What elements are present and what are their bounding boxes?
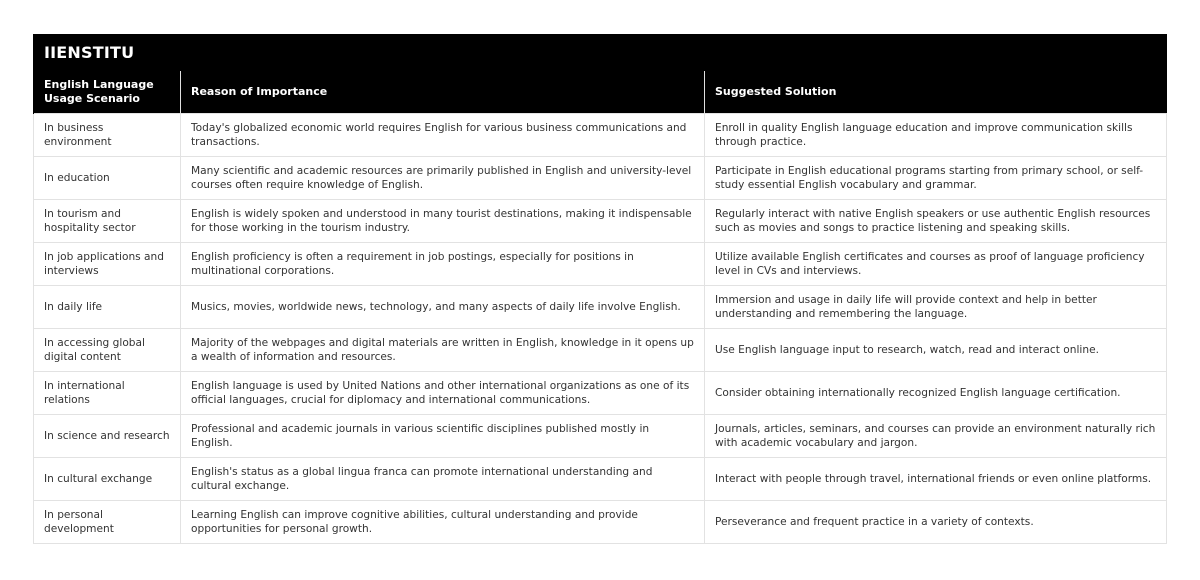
table-row	[34, 243, 1167, 286]
cell-reason: Today's globalized economic world requires English for various business communications and transactions.	[181, 114, 705, 157]
cell-reason: Learning English can improve cognitive abilities, cultural understanding and provide opportunities for personal growth.	[181, 501, 705, 544]
cell-solution: Enroll in quality English language education and improve communication skills through practice.	[705, 114, 1167, 157]
cell-scenario: In personal development	[34, 501, 181, 544]
english-usage-table-container	[33, 34, 1166, 544]
table-row	[34, 157, 1167, 200]
cell-reason: English language is used by United Nations and other international organizations as one of its official languages, crucial for diplomacy and international communications.	[181, 372, 705, 415]
cell-reason: English's status as a global lingua franca can promote international understanding and cultural exchange.	[181, 458, 705, 501]
cell-reason: Majority of the webpages and digital materials are written in English, knowledge in it opens up a wealth of information and resources.	[181, 329, 705, 372]
table-row	[34, 114, 1167, 157]
english-usage-table	[33, 34, 1167, 544]
table-row	[34, 329, 1167, 372]
column-header-solution: Suggested Solution	[705, 71, 1167, 114]
cell-solution: Consider obtaining internationally recognized English language certification.	[705, 372, 1167, 415]
cell-solution: Use English language input to research, watch, read and interact online.	[705, 329, 1167, 372]
cell-reason: Many scientific and academic resources are primarily published in English and university-level courses often require knowledge of English.	[181, 157, 705, 200]
cell-scenario: In job applications and interviews	[34, 243, 181, 286]
column-header-scenario: English Language Usage Scenario	[34, 71, 181, 114]
cell-solution: Journals, articles, seminars, and courses can provide an environment naturally rich with academic vocabulary and jargon.	[705, 415, 1167, 458]
cell-solution: Immersion and usage in daily life will provide context and help in better understanding and remembering the language.	[705, 286, 1167, 329]
cell-solution: Utilize available English certificates and courses as proof of language proficiency level in CVs and interviews.	[705, 243, 1167, 286]
cell-scenario: In science and research	[34, 415, 181, 458]
cell-reason: English proficiency is often a requirement in job postings, especially for positions in multinational corporations.	[181, 243, 705, 286]
cell-scenario: In international relations	[34, 372, 181, 415]
cell-solution: Regularly interact with native English speakers or use authentic English resources such as movies and songs to practice listening and speaking skills.	[705, 200, 1167, 243]
cell-reason: Musics, movies, worldwide news, technology, and many aspects of daily life involve English.	[181, 286, 705, 329]
cell-scenario: In cultural exchange	[34, 458, 181, 501]
column-header-row	[34, 71, 1167, 114]
cell-solution: Participate in English educational programs starting from primary school, or self-study essential English vocabulary and grammar.	[705, 157, 1167, 200]
cell-scenario: In business environment	[34, 114, 181, 157]
cell-solution: Interact with people through travel, international friends or even online platforms.	[705, 458, 1167, 501]
table-row	[34, 200, 1167, 243]
cell-solution: Perseverance and frequent practice in a variety of contexts.	[705, 501, 1167, 544]
table-row	[34, 372, 1167, 415]
cell-scenario: In education	[34, 157, 181, 200]
brand-header-row	[34, 35, 1167, 71]
cell-scenario: In tourism and hospitality sector	[34, 200, 181, 243]
cell-reason: English is widely spoken and understood in many tourist destinations, making it indispensable for those working in the tourism industry.	[181, 200, 705, 243]
cell-scenario: In accessing global digital content	[34, 329, 181, 372]
cell-reason: Professional and academic journals in various scientific disciplines published mostly in English.	[181, 415, 705, 458]
table-row	[34, 415, 1167, 458]
brand-title: IIENSTITU	[34, 35, 1167, 71]
table-row	[34, 286, 1167, 329]
table-row	[34, 458, 1167, 501]
table-row	[34, 501, 1167, 544]
cell-scenario: In daily life	[34, 286, 181, 329]
column-header-reason: Reason of Importance	[181, 71, 705, 114]
